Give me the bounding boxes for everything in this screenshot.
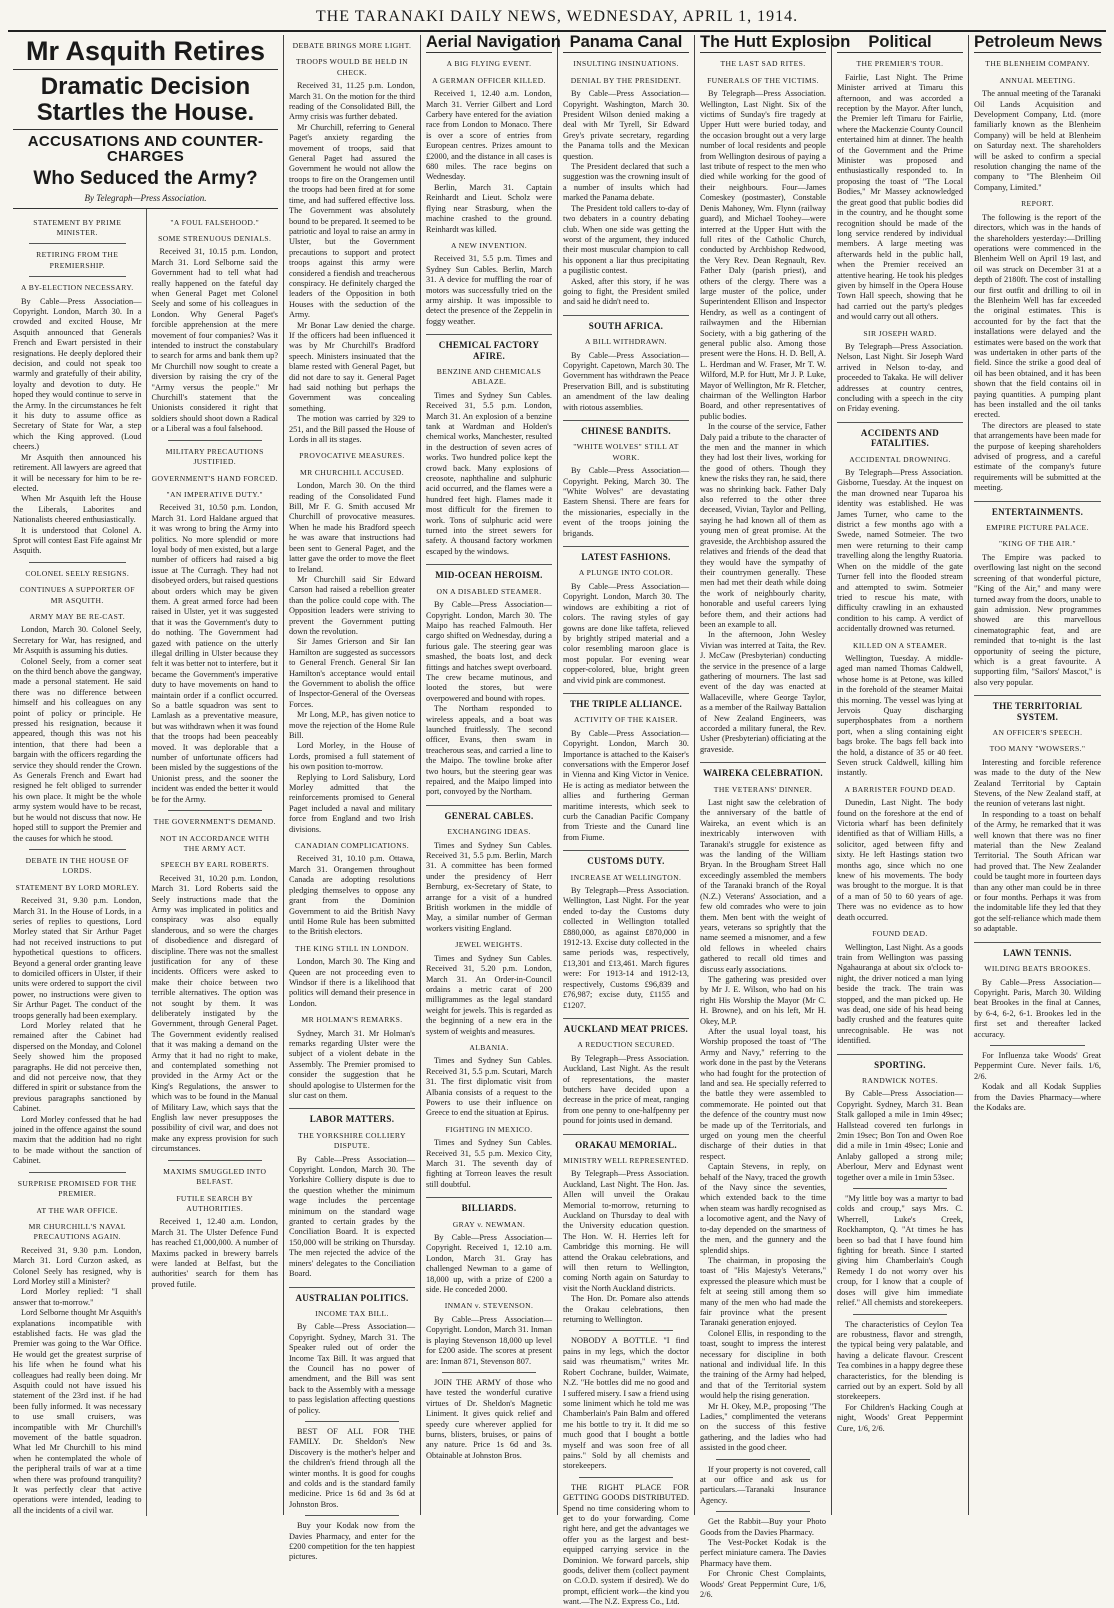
subhead: RETIRING FROM THE PREMIERSHIP. [36, 250, 119, 270]
subhead: A BIG FLYING EVENT. [446, 59, 532, 69]
advertisement: BEST OF ALL FOR THE FAMILY. Dr. Sheldon's New Discovery is the mother's helper and the children's friend through all the winter months. It is good for coughs and colds and is the standard family medicine. Price 1s 6d and 3s 6d at Johnston Bros. [289, 1426, 415, 1509]
paragraph: Received 31, 10.50 p.m. London, March 31. Lord Haldane argued that it was wrong to bring the Army into politics. No more splendid or more loyal body of men existed, but a large number of officers had raised a big issue at The Curragh. They had not disobeyed orders, but raised questions about orders which may be given them. A great armed force had been raised in Ulster, yet it was suggested that it was the Government's duty to do nothing. The Government had gazed with patience on the utterly illegal drilling in Ulster because they felt it was better not to interfere, but it became the Government's imperative duty to have movements on hand to maintain order if a conflict occurred. So a battle squadron was sent to Lamlash as a preventative measure, but was withdrawn when it was found that the troops had been peaceably moved. It was deplorable that a number of unfortunate officers had been misled by the suggestions of the Unionist press, and the sooner the incident was ended the better it would be for the Army. [151, 503, 279, 804]
paragraph: The motion was carried by 329 to 251, and the Bill passed the House of Lords in all its stages. [289, 414, 415, 445]
subhead: STATEMENT BY LORD MORLEY. [15, 882, 139, 892]
paragraph: Berlin, March 31. Captain Reinhardt and Lieut. Scholz were flying near Strasburg, when the machine crashed to the ground. Reinhardt was killed. [426, 182, 552, 234]
subhead: A BARRISTER FOUND DEAD. [844, 784, 956, 794]
subhead: BENZINE AND CHEMICALS ABLAZE. [436, 366, 542, 387]
paragraph: Interesting and forcible reference was made to the duty of the New Zealand Territorial by Captain Stevens, of the New Zealand staff, at the reunion of veterans last night. [974, 757, 1101, 809]
section-heading: CHINESE BANDITS. [563, 420, 689, 436]
subhead: JEWEL WEIGHTS. [455, 940, 523, 950]
paragraph: The Hon. Dr. Pomare also attends the Orakau celebrations, then returning to Wellington. [563, 1294, 689, 1325]
subhead: THE PREMIER'S TOUR. [856, 59, 944, 69]
paragraph: London, March 30. Colonel Seely, Secretary for War, has resigned, and Mr Asquith is assuming his duties. [13, 625, 142, 656]
subhead: INSULTING INSINUATIONS. [573, 59, 679, 69]
paragraph: In the course of the service, Father Daly paid a tribute to the character of the men and the manner in which they had lost their lives, working for the good of others. Though they knew the risks they ran, he said, there was no shrinking back. Father Daly also referred to the other three deceased, Vivian, Taylor and Pelling, saying he had known all of them as young men of great promise. At the graveside, the Archbishop assured the relatives and friends of the dead that they would have the sympathy of their countrymen generally. These men had met their death while doing the work of neighbourly charity, honorable and useful careers lying before them, and their actions had been an example to all. [700, 422, 826, 629]
paragraph: When Mr Asquith left the House the Liberals, Laborites and Nationalists cheered enthusiastically. [13, 494, 142, 525]
paragraph: Dunedin, Last Night. The body found on the foreshore at the end of Victoria wharf has been definitely identified as that of William Hills, a solicitor, aged between fifty and sixty. He left Hastings station two months ago, since which no one knew of his movements. The body was brought to the morgue. It is that of a man of 50 to 60 years of age. There was no evidence as to how death occurred. [837, 798, 963, 922]
paragraph: By Cable—Press Association—Copyright. Sydney, March 31. Bean Stalk galloped a mile in 1min 49sec; Hallstead covered ten furlongs in 2min 19sec; Bon Ton and Owen Roe did a mile in 1min 49sec; Lonie and Anlaby galloped a strong mile; Aberlour, Merv and Edynast went together over a mile in 1min 53sec. [837, 1089, 963, 1182]
paragraph: In responding to a toast on behalf of the Army, he remarked that it was well known that there was no finer material than the New Zealand Territorial. The South African war had proved that. The New Zealander could be taught more in fourteen days than any other man could be in three or four months. Perhaps it was from the indomitable life they led that they got the self-reliance which made them so adaptable. [974, 809, 1101, 934]
subhead: A GERMAN OFFICER KILLED. [432, 75, 546, 85]
subhead: MAXIMS SMUGGLED INTO BELFAST. [163, 1166, 267, 1187]
paragraph: By Telegraph—Press Association. Auckland, Last Night. As the result of representations, the master butchers have decided upon a decrease in the price of meat, ranging from one penny to one-halfpenny per pound for joints used in demand. [563, 1053, 689, 1126]
subhead: THE VETERANS' DINNER. [713, 784, 813, 794]
paragraph: Fairlie, Last Night. The Prime Minister arrived at Timaru this afternoon, and was accorded a reception by the Mayor. After lunch, the Premier left Timaru for Fairlie, where the Mackenzie County Council entertained him at dinner. The health of the Government and the Prime Minister was proposed and enthusiastically responded to. In proposing the toast of "The Local Bodies," Mr Massey acknowledged the great good that public bodies did in the country, and he thought some recognition should be made of the long service rendered by individual members. A large meeting was afterwards held in the public hall, when the Premier received an attentive hearing. He took his pledges given by himself in the Opera House Town Hall speech, showing that he had carried out the party's pledges and would carry out all others. [837, 72, 963, 322]
paragraph: London, March 30. The King and Queen are not proceeding even to Windsor if there is a likelihood that politics will demand their presence in London. [289, 957, 415, 1008]
paragraph: The directors are pleased to state that arrangements have been made for the purpose of keeping shareholders advised of progress, and a careful estimate of the company's future requirements will be submitted at the meeting. [974, 420, 1101, 493]
paragraph: Times and Sydney Sun Cables. Received 31, 5.5 p.m. Scutari, March 31. The first diplomatic visit from Albania consists of a request to the Powers to use their influence on Greece to end the situation at Epirus. [426, 1056, 552, 1118]
paragraph: Wellington, Tuesday. A middle-aged man named Thomas Caldwell, whose home is at Petone, was killed in the forehold of the steamer Maitai this morning. The vessel was lying at Jervois Quay discharging superphosphates from a northern port, when a sling containing eight bags broke. The bags fell back into the hold, a distance of 35 or 40 feet. Seven struck Caldwell, killing him instantly. [837, 653, 963, 778]
subhead: PROVOCATIVE MEASURES. [299, 451, 405, 461]
subhead: TOO MANY "WOWSERS." [989, 744, 1086, 754]
subhead: INMAN v. STEVENSON. [444, 1301, 534, 1311]
section-heading: WAIREKA CELEBRATION. [700, 762, 826, 778]
paragraph: Received 1, 12.40 a.m. London, March 31. Verrier Gilbert and Lord Carbery have entered for the aviation race from London to Monaco. There is over a score of entries from European centres. Prizes amount to £2000, and the distance in all cases is 680 miles. The race begins on Wednesday. [426, 89, 552, 182]
subhead: GRAY v. NEWMAN. [452, 1219, 526, 1229]
subhead: RANDWICK NOTES. [861, 1075, 939, 1085]
paragraph: The President declared that such a suggestion was the crowning insult of a number of insults which had marked the Panama debate. [563, 162, 689, 203]
subhead: A BY-ELECTION NECESSARY. [20, 283, 134, 293]
column-heading: Panama Canal [563, 35, 689, 53]
paragraph: Lord Morley confessed that he had joined in the offence against the sound maxim that the addition had no right to be made without the sanction of Cabinet. [13, 1114, 142, 1166]
paragraph: Received 31, 10.15 p.m. London, March 31. Lord Selborne said the Government had to tell what had really happened on the fateful day when General Paget met Colonel Seely and some of his colleagues in London. Why General Paget's forcible apprehension at the mere movement of four companies? Was it intended to instruct the constabulary to search for arms and bank them up? Mr Churchill now sought to create a diversion by raising the cry of the "Army versus the people." Mr Churchill's statement that the Unionists considered it right that soldiers should shoot down a Radical or a Liberal was a foul falsehood. [151, 247, 278, 434]
paragraph: By Cable—Press Association—Copyright. London, March 30. The Yorkshire Colliery dispute is due to the question whether the minimum wage includes the percentage minimum on the standard wage granted to certain grades by the Conciliation Board. It is expected 150,000 will be striking on Thursday. The men rejected the advice of the miners' delegates to the Conciliation Board. [289, 1154, 415, 1279]
paragraph: By Cable—Press Association—Copyright. London, March 30. The Maipo has reached Falmouth. Her cargo shifted on Wednesday, during a furious gale. The steering gear was smashed, the boats lost, and deck fittings and hatches swept overboard. The crew became mutinous, and looted the stores, but were overpowered and bound with ropes. [426, 600, 552, 703]
paragraph: By Cable—Press Association—Copyright. Paris, March 30. Wilding beat Brookes in the final at Cannes, by 6-4, 6-2, 6-1. Brookes led in the first set and thereafter lacked accuracy. [974, 977, 1101, 1039]
subhead: ALBANIA. [469, 1042, 509, 1052]
divider [29, 243, 126, 244]
lead-subdeck: ACCUSATIONS AND COUNTER-CHARGES [13, 129, 278, 166]
column-heading: Political [837, 35, 963, 53]
divider [579, 1330, 673, 1331]
paragraph: The President told callers to-day of two debaters in a country debating club. When one side was getting the worst of the argument, they induced their most muscular champion to call his opponent a liar thus precipitating a pugilistic contest. [563, 203, 689, 276]
subhead: GOVERNMENT'S HAND FORCED. [151, 473, 278, 483]
advertisement: "My little boy was a martyr to bad colds and croup," says Mrs. C. Wherrell, Luke's Creek, Rockhampton, Q. "At times he has been so bad that I have found him fighting for breath. Since I started giving him Chamberlain's Cough Remedy I do not worry over his croup, for I know that a couple of doses will give him immediate relief." All chemists and storekeepers. [837, 1194, 963, 1308]
subhead: THE KING STILL IN LONDON. [295, 943, 409, 953]
subhead: DEBATE BRINGS MORE LIGHT. [292, 41, 412, 50]
column-heading: The Hutt Explosion [700, 35, 826, 53]
paragraph: Mr Bonar Law denied the charge. If the officers had been influenced it was by Mr Churchill's Bradford speech. Ministers insinuated that the blame rested with General Paget, but did not dare to say it. General Paget had said nothing but perhaps the Government was concealing something. [289, 320, 415, 413]
paragraph: The Northam responded to wireless appeals, and a boat was launched fruitlessly. The second officer, Evans, then swam in treacherous seas, and carried a line to the Maipo. The towline broke after two hours, but the steering gear was repaired, and the Maipo limped into port, convoyed by the Northam. [426, 704, 552, 797]
section-heading: LAWN TENNIS. [974, 942, 1101, 958]
section-heading: LABOR MATTERS. [289, 1108, 415, 1124]
paragraph: Colonel Seely, from a corner seat on the third bench above the gangway, made a personal statement. He said there was no difference between himself and his colleagues on any point of policy or principle. He pressed his resignation, because it appeared, though this was not his intention, that there had been a bargain with the officers regarding the service they should render the Crown. As Generals French and Ewart had resigned he felt obliged to surrender his own place. It might be the whole army system would have to be recast, but he would not discuss that now. He hoped still to support the Premier and the causes for which he stood. [13, 656, 142, 843]
subhead: FIGHTING IN MEXICO. [445, 1124, 533, 1134]
paragraph: By Cable—Press Association—Copyright. London, March 30. Importance is attached to the Kaiser's conversations with the Emperor Josef in Vienna and King Victor in Venice. He is acting as mediator between the allies and furthering German maritime interests, which seek to curb the Canadian Pacific Company from Trieste and the Cunard line from Fiume. [563, 728, 689, 842]
paragraph: By Telegraph—Press Association. Gisborne, Tuesday. At the inquest on the man drowned near Tuparoa his identity was established. He was James Turner, who came to the district a few months ago with a Swede, named Sotmeier. The two men were returning to their camp travelling along the lengthy Ruatoria. When on the middle of the gate Turner fell into the flooded stream and attempted to swim. Sotmeier tried to rescue his mate, with difficulty crawling in an exhausted condition to his camp. A verdict of accidentally drowned was returned. [837, 468, 963, 634]
paragraph: By Cable—Press Association—Copyright. Received 1, 12.10 a.m. London, March 31. Gray has challenged Newman to a game of 18,000 up, with a prize of £200 a side. He conceded 2000. [426, 1233, 552, 1295]
column-7 [832, 35, 969, 1515]
paragraph: Mr Churchill, referring to General Paget's anxiety regarding the movement of troops, said that General Paget had assured the Government he would not allow the troops to fire on the Orangemen until the troops had been fired at for some time, and had suffered effective loss. The Government was absolutely bound to be prepared. It seemed to be patriotic and loyal to raise an army in Ulster, but the Government precautions to support and protect troops against this army were considered a fiendish and treacherous conspiracy. He definitely charged the leaders of the Opposition in both Houses with the seduction of the Army. [289, 122, 415, 320]
paragraph: Sir James Grierson and Sir Ian Hamilton are suggested as successors to General French. General Sir Ian Hamilton's acceptance would entail the Government to abolish the office of Inspector-General of the Overseas Forces. [289, 637, 415, 709]
paragraph: Received 1, 12.40 a.m. London, March 31. The Ulster Defence Fund has reached £1,000,000. A number of Maxims packed in brewery barrels were landed at Belfast, but the authorities' search for them has proved futile. [151, 1217, 278, 1289]
section-heading: THE TERRITORIAL SYSTEM. [974, 695, 1101, 722]
paragraph: By Telegraph—Press Association. Wellington, Last Night. Six of the victims of Sunday's fire tragedy at Upper Hutt were buried today, and the occasion brought out a very large number of local residents and people from Wellington desirous of paying a last tribute of respect to the men who died while working for the good of their neighbours. Four—James Comeskey (postmaster), Constable Denis Mahoney, Wm. Flynn (railway guard), and Michael Toohey—were interred at the Upper Hutt with the full rites of the Catholic Church, conducted by Archbishop Redwood, the Very Rev. Dean Regnault, Rev. Father Daly (parish priest), and others of the clergy. There was a large muster of the police, under Superintendent Ellison and Inspector Hendry, as well as a contingent of railwaymen and the Hibernian Society, with a big gathering of the general public also. Among those present were the Hons. H. D. Bell, A. L. Herdman and W. Fraser, Mr T. W. Wilford, M.P. for Hutt, Mr J. P. Luke, Mayor of Wellington, Mr R. Fletcher, chairman of the Wellington Harbor Board, and other representatives of public bodies. [700, 89, 826, 421]
subhead: CANADIAN COMPLICATIONS. [294, 841, 410, 851]
subhead: COLONEL SEELY RESIGNS. [25, 568, 130, 578]
paragraph: London, March 30. On the third reading of the Consolidated Fund Bill, Mr F. G. Smith accused Mr Churchill of provocative measures. When he made his Bradford speech he was aware that instructions had been sent to General Paget, and the latter gave the order to move the fleet to Ireland. [289, 481, 415, 574]
lead-headline: Mr Asquith Retires [13, 37, 278, 70]
section-heading: SPORTING. [837, 1054, 963, 1070]
advertisement: For Chronic Chest Complaints, Woods' Great Peppermint Cure, 1/6, 2/6. [700, 1569, 826, 1600]
subhead: ON A DISABLED STEAMER. [436, 586, 542, 596]
paragraph: Mr Long, M.P., has given notice to move the rejection of the Home Rule Bill. [289, 710, 415, 740]
subhead: FUTILE SEARCH BY AUTHORITIES. [176, 1193, 254, 1213]
paragraph: By Telegraph—Press Association. Wellington, Last Night. For the year ended to-day the Customs duty collected in Wellington totalled £880,000, as against £870,000 in 1912-13. Excise duty collected in the same periods was, respectively, £13,301 and £13,461. March figures were: For 1913-14 and 1912-13, respectively, Customs £96,839 and £76,987; excise duty, £1155 and £1207. [563, 886, 689, 1010]
paragraph: If your property is not covered, call at our office and ask us for particulars.—Taranaki Insurance Agency. [700, 1464, 826, 1505]
paragraph: Mr H. Okey, M.P., proposing "The Ladies," complimented the veterans on the success of this festive gathering, and the ladies who had assisted in the good cheer. [700, 1401, 826, 1453]
section-heading: GENERAL CABLES. [426, 805, 552, 821]
advertisement: JOIN THE ARMY of those who have tested the wonderful curative virtues of Dr. Sheldon's Magnetic Liniment. It gives quick relief and speedy cure wherever applied for burns, blisters, bruises, or pains of any nature. Price 1s 6d and 3s. Obtainable at Johnston Bros. [426, 1377, 552, 1460]
divider [716, 1459, 810, 1460]
column-5 [558, 33, 695, 1607]
paragraph: Times and Sydney Sun Cables. Received 31, 5.5 p.m. Berlin, March 31. A committee has been formed under the presidency of Herr Bernburg, ex-Secretary of State, to arrange for a visit of a hundred British workmen in the middle of May, a similar number of German workers visiting England. [426, 840, 552, 933]
subhead: FUNERALS OF THE VICTIMS. [707, 75, 819, 85]
paragraph: It is understood that Colonel A. Sprot will contest East Fife against Mr Asquith. [13, 525, 142, 556]
paragraph: Received 31, 5.5 p.m. Times and Sydney Sun Cables. Berlin, March 31. A device for muffling the roar of motors was successfully tried on the army airship. It was impossible to detect the presence of the Zeppelin in foggy weather. [426, 254, 552, 326]
paragraph: Received 31, 11.25 p.m. London, March 31. On the motion for the third reading of the Consolidated Bill, the Army crisis was further debated. [289, 81, 415, 122]
lead-question: Who Seduced the Army? [33, 168, 258, 190]
paragraph: Times and Sydney Sun Cables. Received 31, 5.5 p.m. London, March 31. An explosion of a benzine tank at Wardman and Holden's chemical works, Manchester, resulted in the destruction of seven acres of works. Two hundred police kept the crowd back. Many explosions of creosote, naphthaline and sulphuric acid occurred, and the flames were a hundred feet high. Flames made it most difficult for the firemen to work. Tons of sulphuric acid were turned into the street sewers for safety. A thousand factory workmen escaped by the windows. [426, 390, 552, 556]
subhead: THE LAST SAD RITES. [720, 59, 806, 69]
divider [168, 440, 263, 441]
subhead: FOUND DEAD. [872, 929, 928, 939]
section-heading: CUSTOMS DUTY. [563, 850, 689, 866]
subhead: AT THE WAR OFFICE. [36, 1205, 118, 1215]
paragraph: Mr Churchill said Sir Edward Carson had raised a rebellion greater than the police could cope with. The Opposition leaders were striving to prevent the Government putting down the revolution. [289, 574, 415, 636]
subhead: REPORT. [1021, 199, 1054, 209]
divider [29, 1172, 126, 1173]
paragraph: By Cable—Press Association—Copyright. Washington, March 30. President Wilson denied making a deal with Mr Tyrell, Sir Edward Grey's private secretary, regarding the Panama tolls and the Mexican question. [563, 89, 689, 161]
paragraph: By Cable—Press Association—Copyright. London, March 30. The windows are exhibiting a riot of colors. The raving styles of gay gowns are done like taffeta, relieved by brightly striped material and a color resembling maroon glace is most popular. For evening wear copper-colored, blue, bright green and vivid pink are commonest. [563, 581, 689, 685]
advertisement: For Influenza take Woods' Great Peppermint Cure. Never fails. 1/6, 2/6. [974, 1050, 1101, 1081]
column-4 [421, 33, 561, 1515]
paragraph: By Telegraph—Press Association. Auckland, Last Night. The Hon. Jas. Allen will unveil the Orakau Memorial to-morrow, returning to Auckland on Thursday to deal with the University education question. The Hon. W. H. Herries left for Cambridge this morning. He will attend the Orakau celebrations, and will then return to Wellington, coming North again on Saturday to visit the North Auckland districts. [563, 1169, 689, 1293]
paragraph: By Cable—Press Association—Copyright. London, March 30. In a crowded and excited House, Mr Asquith announced that Generals French and Ewart persisted in their resignations. He deeply deplored their decision, and could not speak too warmly and gratefully of their ability, loyalty and devotion to duty. He hoped they would continue to serve in the Army. In the circumstances he felt it his duty to assume office as Secretary of State for War, a step which the King approved. (Loud cheers.) [13, 296, 142, 452]
columns [8, 33, 1106, 1607]
subhead: "KING OF THE AIR." [999, 539, 1076, 549]
lead-article [8, 35, 284, 1515]
advertisement: THE RIGHT PLACE FOR GETTING GOODS DISTRIBUTED. Spend no time considering whom to get to do your forwarding. Come right here, and get the advantages we offer you as the largest and best-equipped carrying service in the Dominion. We forward parcels, ship goods, deliver them (collect payment on C.O.D. system if desired). We do prompt, efficient work—the kind you want.—The N.Z. Express Co., Ltd. [563, 1482, 689, 1607]
paragraph: Captain Stevens, in reply, on behalf of the Navy, traced the growth of the Navy since the seventies, which extended back to the time when steam was hardly recognised as a locomotive agent, and the Navy of to-day depended on the smartness of the men, and the gunnery and the splendid ships. [700, 1162, 826, 1255]
lead-byline: By Telegraph—Press Association. [84, 193, 207, 204]
column-3 [284, 35, 421, 1562]
paragraph: Colonel Ellis, in responding to the toast, sought to impress the interest necessary for discipline in both national and individual life. In this the training of the Army had helped, and that of the Territorial system would help the rising generation. [700, 1328, 826, 1401]
paragraph: By Cable—Press Association—Copyright. London, March 31. Inman is playing Stevenson 18,000 up level for £200 aside. The scores at present are: Inman 871, Stevenson 807. [426, 1314, 552, 1366]
paragraph: By Telegraph—Press Association. Nelson, Last Night. Sir Joseph Ward arrived in Nelson to-day, and proceeded to Takaka. He will deliver addresses at country centres, concluding with a speech in the city on Friday evening. [837, 341, 963, 414]
advertisement: Get the Rabbit—Buy your Photo Goods from the Davies Pharmacy. [700, 1517, 826, 1537]
column-heading: Aerial Navigation [426, 35, 552, 53]
divider [853, 1314, 947, 1315]
paragraph: Last night saw the celebration of the anniversary of the battle of Waireka, an event which is an inextricably interwoven with Taranaki's struggle for existence as was the landing of the William Bryan. In the Brougham Street Hall exceedingly assembled the members of the Taranaki branch of the Royal (N.Z.) Veterans' Association, and a few old comrades who were to join them. Men bent with the weight of years, veterans so sprightly that the name seemed a misnomer, and a few old fellows in wheeled chairs gathered to recall old times and discuss early associations. [700, 798, 826, 974]
paragraph: Received 31, 9.30 p.m. London, March 31. In the House of Lords, in a series of replies to questions, Lord Morley stated that Sir Arthur Paget had not received instructions to put hypothetical questions to officers. Beyond a general order granting leave to domiciled officers in Ulster, if their units were ordered to support the civil power, no instructions were given to Sir Arthur Paget. The conduct of the troops generally had been exemplary. [13, 896, 142, 1020]
subhead: MR CHURCHILL'S NAVAL PRECAUTIONS AGAIN. [28, 1221, 126, 1242]
divider [168, 1160, 263, 1161]
section-heading: LATEST FASHIONS. [563, 546, 689, 562]
lead-split [13, 208, 278, 1517]
subhead: DENIAL BY THE PRESIDENT. [570, 75, 682, 85]
subhead: MILITARY PRECAUTIONS JUSTIFIED. [165, 446, 264, 467]
advertisement: Buy your Kodak now from the Davies Pharmacy, and enter for the £200 competition for the ten happiest pictures. [289, 1521, 415, 1562]
section-heading: ENTERTAINMENTS. [974, 501, 1101, 517]
subhead: THE GOVERNMENT'S DEMAND. [153, 817, 276, 827]
paragraph: After the usual loyal toast, his Worship proposed the toast of "The Army and Navy," referring to the work done in the past by the Veterans who had fought for the protection of land and sea. He specially referred to the battle they were assembled to commemorate. He pointed out that the defence of the country must now be made up of the Territorials, and urged on young men the cheerful discharge of their duties in that respect. [700, 1026, 826, 1161]
section-heading: ACCIDENTS AND FATALITIES. [837, 422, 963, 449]
divider [305, 1515, 399, 1516]
paragraph: Received 31, 10.10 p.m. Ottawa, March 31. Orangemen throughout Canada are adopting resolutions pledging themselves to oppose any grant from the Dominion Government to aid the British Navy until Home Rule has been submitted to the British electors. [289, 854, 415, 937]
paragraph: Replying to Lord Salisbury, Lord Morley admitted that the reinforcements promised to General Paget included a naval and military force from England and two Irish divisions. [289, 772, 415, 834]
subhead: STATEMENT BY PRIME MINISTER. [33, 217, 122, 237]
subhead: ARMY MAY BE RE-CAST. [29, 611, 126, 621]
paragraph: Lord Morley, in the House of Lords, promised a full statement of his own position to-morrow. [289, 741, 415, 772]
divider [29, 562, 126, 563]
divider [442, 1372, 536, 1373]
advertisement: NOBODY A BOTTLE. "I find pains in my legs, which the doctor said was rheumatism," writes Mr. Robert Cochrane, builder, Waimate, N.Z. "He bottles did me no good and I suffered misery. I saw a friend using some liniment which he told me was Chamberlain's Pain Balm and offered me his bottle to try it. It did me so much good that I bought a bottle myself and was soon free of all pains." Sold by all chemists and storekeepers. [563, 1336, 689, 1471]
column-8 [969, 35, 1106, 1515]
paragraph: By Cable—Press Association—Copyright. Sydney, March 31. The Speaker ruled out of order the Income Tax Bill. It was argued that the Council has no power of amendment, and the Bill was sent back to the Assembly with a message to pass legislation affecting questions of policy. [289, 1322, 415, 1415]
paragraph: Lord Morley replied: "I shall answer that to-morrow." [13, 1287, 142, 1307]
section-heading: AUSTRALIAN POLITICS. [289, 1287, 415, 1303]
paragraph: Received 31, 10.20 p.m. London, March 31. Lord Roberts said the Seely instructions made that the Army was implicated in politics and conspiracy was also equally slanderous, and so were the charges of disobedience and disregard of discipline. There was not the smallest justification for any of these incidents. Officers were asked to make their choice between two terrible alternatives. The option was not sought by them. It was deliberately instigated by the Government, through General Paget. The Government evidently realised that it was making a demand on the Army that it had no right to make, and contemplated something not provided in the Army Act or the King's Regulations, the answer to which was to be found in the Manual of Military Law, which says that the English law never presupposes the possibility of civil war, and does not make any express provision for such circumstances. [151, 873, 278, 1154]
paragraph: Sydney, March 31. Mr Holman's remarks regarding Ulster were the subject of a violent debate in the Assembly. The Premier promised to consider the suggestion that he should apologise to Ulstermen for the slur cast on them. [289, 1028, 415, 1100]
section-heading: MID-OCEAN HEROISM. [426, 564, 552, 580]
paragraph: Asked, after this story, if he was going to fight, the President smiled and said he didn't need to. [563, 276, 689, 307]
subhead: NOT IN ACCORDANCE WITH THE ARMY ACT. [159, 833, 270, 853]
divider [29, 849, 126, 850]
subhead: DEBATE IN THE HOUSE OF LORDS. [25, 855, 129, 876]
subhead: SURPRISE PROMISED FOR THE PREMIER. [17, 1178, 137, 1199]
advertisement: For Children's Hacking Cough at night, Woods' Great Peppermint Cure, 1/6, 2/6. [837, 1402, 963, 1433]
section-heading: SOUTH AFRICA. [563, 315, 689, 331]
subhead: WILDING BEATS BROOKES. [984, 964, 1091, 974]
column-heading: Petroleum News [974, 35, 1101, 53]
divider [716, 1511, 810, 1512]
section-heading: ORAKAU MEMORIAL. [563, 1134, 689, 1150]
lead-left [13, 209, 146, 1517]
divider [853, 1188, 947, 1189]
lead-deck: Dramatic Decision Startles the House. [36, 73, 255, 126]
subhead: INCOME TAX BILL. [315, 1308, 389, 1318]
subhead: THE BLENHEIM COMPANY. [985, 59, 1090, 69]
subhead: MR CHURCHILL ACCUSED. [299, 467, 405, 477]
lead-right [146, 209, 279, 1517]
subhead: KILLED ON A STEAMER. [852, 640, 948, 650]
subhead: SIR JOSEPH WARD. [863, 328, 937, 338]
paragraph: Times and Sydney Sun Cables. Received 31, 5.20 p.m. London, March 31. An Order-in-Council ordains a metric carat of 200 milligrammes as the legal standard weight for jewels. This is regarded as the beginning of a new era in the system of weights and measures. [426, 953, 552, 1036]
paragraph: By Cable—Press Association—Copyright. Peking, March 30. The "White Wolves" are devastating Eastern Shensi. There are fears for the missionaries, especially in the event of the troops joining the brigands. [563, 466, 689, 538]
paragraph: By Cable—Press Association—Copyright. Capetown, March 30. The Government has withdrawn the Peace Preservation Bill, and is substituting an amendment of the law dealing with riotous assemblies. [563, 350, 689, 412]
advertisement: The characteristics of Ceylon Tea are robustness, flavor and strength, the typical being very palatable, and having a delicate flavour. Crescent Tea combines in a happy degree these characteristics, for the blending is carried out by an expert. Sold by all storekeepers. [837, 1319, 963, 1402]
divider [305, 1421, 399, 1422]
paragraph: In the afternoon, John Wesley Vivian was interred at Taita, the Rev. J. McCaw (Presbyterian) conducting the service in the presence of a large gathering of mourners. The last sad event of the day was enacted at Wallaceville, where George Taylor, as a member of the Railway Battalion of New Zealand Engineers, was accorded a military funeral, the Rev. Usher (Presbyterian) officiating at the graveside. [700, 630, 826, 754]
subhead: EMPIRE PICTURE PALACE. [986, 523, 1089, 533]
paragraph: Times and Sydney Sun Cables. Received 31, 5.5 p.m. Mexico City, March 31. The seventh day of fighting at Torreon leaves the result still doubtful. [426, 1138, 552, 1189]
subhead: AN OFFICER'S SPEECH. [992, 727, 1083, 737]
paragraph: The following is the report of the directors, which was in the hands of the shareholders yesterday:—Drilling operations were commenced in the Blenheim Well on April 19 last, and oil was struck on December 31 at a depth of 2180ft. The cost of installing our first outfit and drilling to oil in the Blenheim Well has far exceeded the original estimates. This is accounted for by the fact that the installations were delayed and the estimates were based on the work that was undertaken in other parts of the field. Since the strike a good deal of oil has been obtained, and it has been shown that the field contains oil in paying quantities. A pumping plant has been installed and the oil tanks erected. [974, 212, 1101, 420]
subhead: ANNUAL MEETING. [999, 75, 1076, 85]
section-heading: THE TRIPLE ALLIANCE. [563, 693, 689, 709]
subhead: INCREASE AT WELLINGTON. [570, 872, 682, 882]
subhead: MINISTRY WELL REPRESENTED. [563, 1155, 689, 1165]
subhead: EXCHANGING IDEAS. [447, 827, 531, 837]
paragraph: The annual meeting of the Taranaki Oil Lands Acquisition and Development Company, Ltd. (more familiarly known as the Blenheim Company) will be held at Blenheim on Saturday next. The shareholders will be asked to confirm a special resolution changing the name of the company to "The Blenheim Oil Company, Limited." [974, 89, 1101, 192]
masthead: THE TARANAKI DAILY NEWS, WEDNESDAY, APRIL 1, 1914. [8, 6, 1106, 32]
subhead: SOME STRENUOUS DENIALS. [158, 233, 272, 243]
column-6 [695, 33, 851, 1600]
subhead: A PLUNGE INTO COLOR. [578, 568, 674, 578]
advertisement: The Vest-Pocket Kodak is the perfect miniature camera. The Davies Pharmacy have them. [700, 1538, 826, 1568]
paragraph: The Empire was packed to overflowing last night on the second screening of that wonderful picture, "King of the Air," and many were turned away from the doors, unable to gain admission. New programmes showed are this marvellous cinematographic feat, and are reminded that to-night is the last opportunity of seeing the picture, which is a great favourite. A supporting film, "Sailors' Mascot," is also very popular. [974, 552, 1101, 687]
subhead: CONTINUES A SUPPORTER OF MR ASQUITH. [19, 585, 135, 605]
divider [990, 1045, 1085, 1046]
subhead: A NEW INVENTION. [450, 240, 528, 250]
paragraph: Mr Asquith then announced his retirement. All lawyers are agreed that it will be necessary for him to be re-elected. [13, 452, 142, 493]
subhead: SPEECH BY EARL ROBERTS. [160, 860, 270, 870]
subhead: "WHITE WOLVES" STILL AT WORK. [573, 442, 679, 462]
subhead: "A FOUL FALSEHOOD." [170, 217, 260, 227]
divider [579, 1477, 673, 1478]
subhead: "AN IMPERATIVE DUTY." [166, 489, 263, 499]
paragraph: The chairman, in proposing the toast of "His Majesty's Veterans," expressed the pleasure which must be felt at seeing still among them so many of the men who had made the fair province what the present Taranaki generation enjoyed. [700, 1255, 826, 1328]
subhead: ACCIDENTAL DROWNING. [849, 454, 951, 464]
advertisement: Kodak and all Kodak Supplies from the Davies Pharmacy—where the Kodaks are. [974, 1082, 1101, 1112]
section-heading: CHEMICAL FACTORY AFIRE. [426, 334, 552, 361]
subhead: TROOPS WOULD BE HELD IN CHECK. [296, 57, 408, 77]
subhead: A REDUCTION SECURED. [577, 1040, 675, 1050]
paragraph: Lord Morley related that he remained after the Cabinet had dispersed on the Monday, and Colonel Seely showed him the proposed paragraphs. He did not perceive then, and did not perceive now, that they differed in spirit or substance from the previous paragraphs sanctioned by Cabinet. [13, 1021, 142, 1114]
divider [29, 276, 126, 277]
subhead: A BILL WITHDRAWN. [585, 337, 667, 347]
subhead: ACTIVITY OF THE KAISER. [573, 715, 679, 725]
paragraph: Wellington, Last Night. As a goods train from Wellington was passing Ngahauranga at about six o'clock to-night, the driver noticed a man lying beside the track. The train was stopped, and the man picked up. He was dead, one side of his head being badly crushed and the features quite unrecognisable. He was not identified. [837, 942, 963, 1046]
subhead: THE YORKSHIRE COLLIERY DISPUTE. [298, 1130, 406, 1151]
section-heading: AUCKLAND MEAT PRICES. [563, 1018, 689, 1034]
paragraph: Received 31, 9.30 p.m. London, March 31. Lord Curzon asked, as Colonel Seely has resigned, why is Lord Morley still a Minister? [13, 1245, 142, 1286]
subhead: MR HOLMAN'S REMARKS. [301, 1015, 403, 1025]
paragraph: Lord Selborne thought Mr Asquith's explanations incompatible with established facts. He was glad the Premier was going to the War Office. He would get the greatest surprise of his life when he found what his colleagues had really been doing. Mr Asquith could not have issued his statement of the 23rd inst. if he had been fully informed. It was necessary to use small cruisers, was incompatible with Mr Churchill's movement of the battle squadron. What led Mr Churchill to his mind when he contemplated the whole of the peripheral trails of war at a time when there was profound tranquility? It was perfectly clear that active operations were intended, leading to all the incidents of a civil war. [13, 1308, 142, 1515]
paragraph: The gathering was presided over by Mr J. E. Wilson, who had on his right His Worship the Mayor (Mr C. H. Browne), and on his left, Mr H. Okey, M.P. [700, 974, 826, 1026]
section-heading: BILLIARDS. [426, 1197, 552, 1213]
divider [168, 810, 263, 811]
